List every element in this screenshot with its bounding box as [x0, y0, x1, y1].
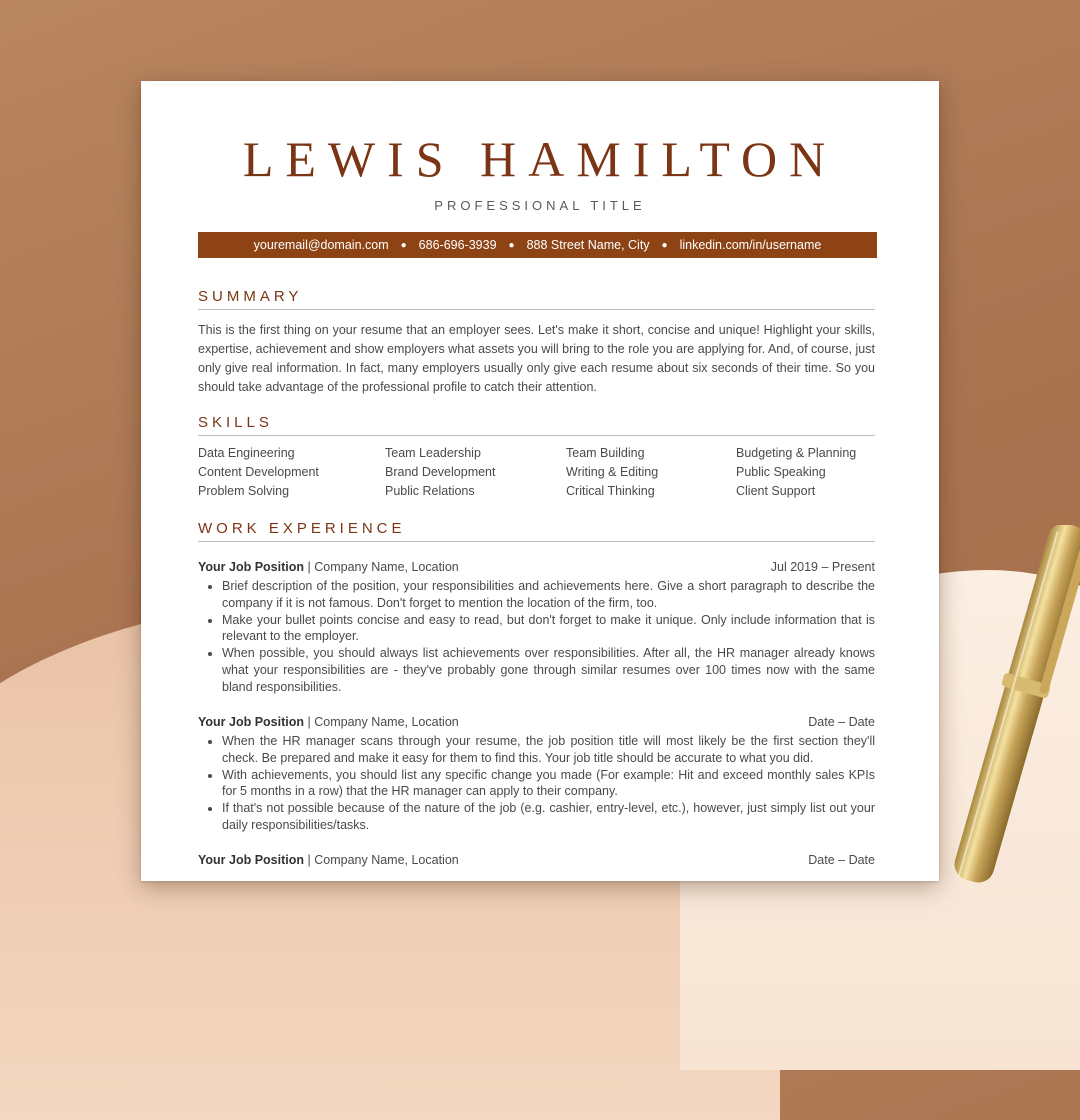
- job-bullet: • When the HR manager scans through your resume, the job position title will most likely be the first section they'll check. Be prepared and make it easy for them to find this. Your job title should be accurate to what you did.: [222, 733, 875, 767]
- job-bullet: • With achievements, you should list any specific change you made (For example: Hit and exceed monthly sales KPIs for 5 months in a row) that the HR manager can apply to their company.: [222, 767, 875, 801]
- job-dates: Date – Date: [808, 715, 875, 729]
- job-dates: Jul 2019 – Present: [770, 560, 875, 574]
- work-experience-heading: WORK EXPERIENCE: [198, 520, 875, 542]
- skill-item: Critical Thinking: [566, 484, 655, 498]
- job-company: | Company Name, Location: [304, 560, 459, 574]
- skill-item: Public Speaking: [736, 465, 826, 479]
- job-bullet: • When possible, you should always list achievements over responsibilities. After all, the HR manager already knows what your responsibilities are - they've probably gone through similar resumes over 100 times now with the same bland responsibilities.: [222, 645, 875, 695]
- job-company: | Company Name, Location: [304, 853, 459, 867]
- bullet-separator: ●: [400, 239, 407, 251]
- skill-item: Writing & Editing: [566, 465, 659, 479]
- skills-grid: [198, 444, 875, 501]
- skill-item: Budgeting & Planning: [736, 446, 857, 460]
- summary-heading: SUMMARY: [198, 288, 875, 310]
- bullet-separator: ●: [508, 239, 515, 251]
- skill-item: Team Building: [566, 446, 645, 460]
- job-company: | Company Name, Location: [304, 715, 459, 729]
- skill-item: Data Engineering: [198, 446, 295, 460]
- summary-text: This is the first thing on your resume that an employer sees. Let's make it short, concise and unique! Highlight your skills, expertise, achievement and show employers what assets you will bring to the role you are applying for. And, of course, just only give real information. In fact, many employers usually only give each resume about six seconds of their time. So you should take advantage of the professional profile to catch their attention.: [198, 323, 875, 394]
- job-entry: [198, 713, 875, 834]
- job-bullets: [198, 578, 875, 696]
- job-position: Your Job Position: [198, 715, 305, 729]
- job-position: Your Job Position: [198, 853, 305, 867]
- bullet-separator: ●: [661, 239, 668, 251]
- job-bullets: [198, 733, 875, 834]
- skill-item: Problem Solving: [198, 484, 290, 498]
- skill-item: Public Relations: [385, 484, 475, 498]
- job-dates: Date – Date: [808, 853, 875, 867]
- contact-email: youremail@domain.com: [253, 238, 389, 252]
- job-entry: [198, 851, 875, 869]
- job-bullet: • If that's not possible because of the nature of the job (e.g. cashier, entry-level, etc.), however, just simply list out your daily responsibilities/tasks.: [222, 800, 875, 834]
- contact-bar: [198, 232, 877, 258]
- contact-phone: 686-696-3939: [418, 238, 497, 252]
- job-header: [198, 713, 875, 731]
- job-position: Your Job Position: [198, 560, 305, 574]
- skill-item: Brand Development: [385, 465, 496, 479]
- professional-title: PROFESSIONAL TITLE: [434, 198, 646, 213]
- job-header: [198, 558, 875, 576]
- contact-linkedin: linkedin.com/in/username: [679, 238, 822, 252]
- job-bullet: • Brief description of the position, your responsibilities and achievements here. Give a short paragraph to describe the company if it is not famous. Don't forget to mention the location of the firm, too.: [222, 578, 875, 612]
- job-entry: [198, 558, 875, 696]
- job-bullet: • Make your bullet points concise and easy to read, but don't forget to make it unique. Only include information that is relevant to the employer.: [222, 612, 875, 646]
- skills-heading: SKILLS: [198, 414, 875, 436]
- skill-item: Client Support: [736, 484, 816, 498]
- job-header: [198, 851, 875, 869]
- skill-item: Content Development: [198, 465, 319, 479]
- contact-address: 888 Street Name, City: [526, 238, 650, 252]
- skill-item: Team Leadership: [385, 446, 481, 460]
- resume-page: [141, 81, 939, 881]
- resume-name: LEWIS HAMILTON: [242, 131, 838, 187]
- gold-pen-image: [930, 525, 1080, 885]
